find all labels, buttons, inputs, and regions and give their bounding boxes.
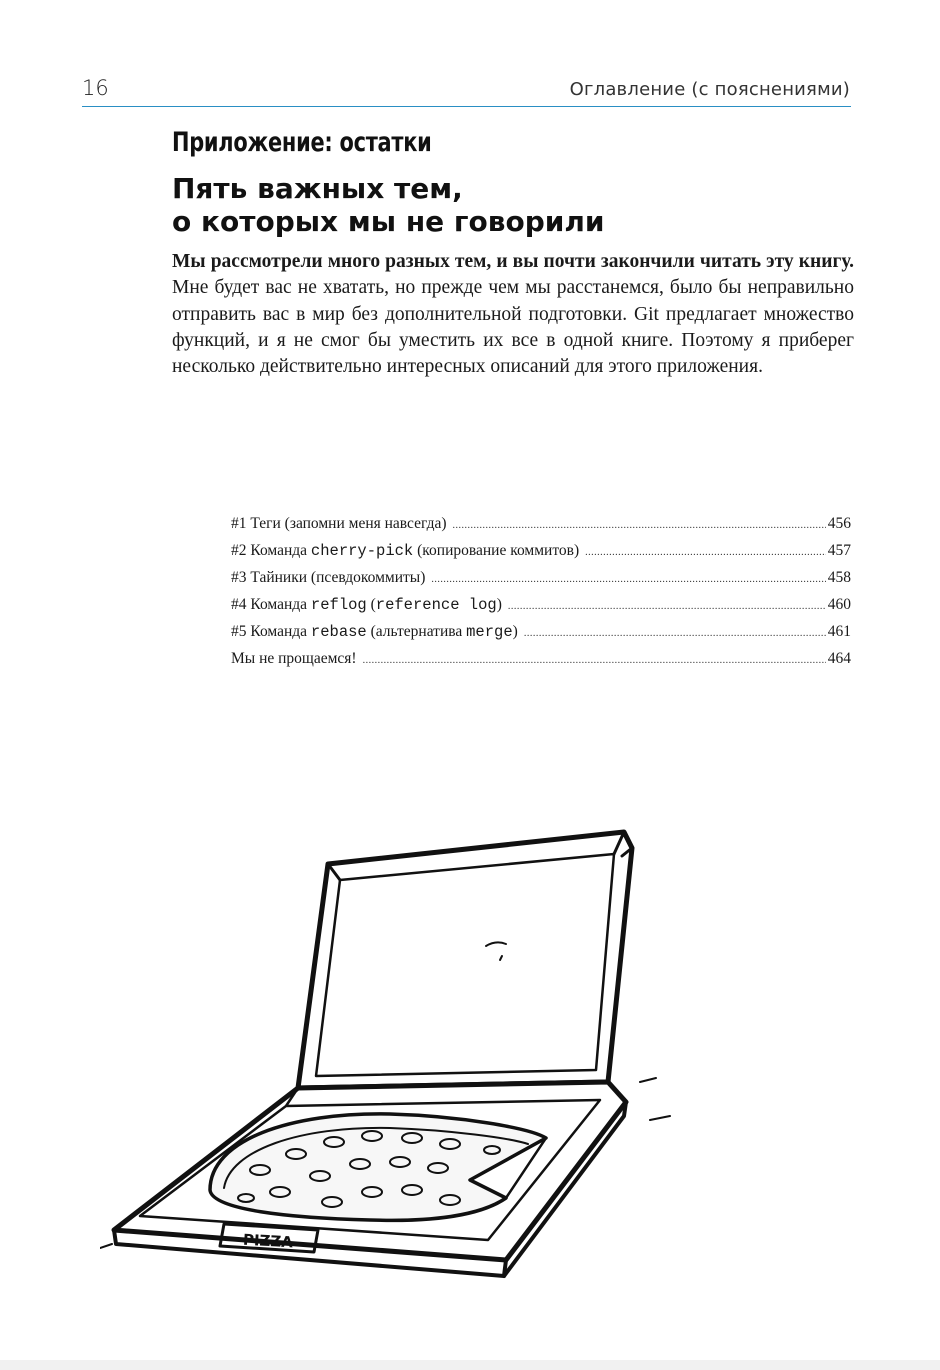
- pizza-box-illustration: [100, 820, 680, 1280]
- toc-entry-title: [231, 510, 447, 537]
- toc-entry-text: ): [512, 623, 518, 640]
- toc-entry-title: [231, 618, 518, 646]
- pizza-box-lid-outline: [298, 832, 632, 1088]
- toc-entry-page: 458: [827, 569, 851, 586]
- toc-entry-text: #1 Теги (запомни меня навсегда): [231, 515, 447, 532]
- toc-entry-text: Мы не прощаемся!: [231, 650, 357, 667]
- pizza-box-label: PIZZA: [242, 1230, 294, 1252]
- toc-leader-dots: [524, 620, 826, 647]
- page-bottom-band: [0, 1360, 940, 1370]
- intro-paragraph: [172, 249, 854, 380]
- toc-entry-text: (альтернатива: [366, 623, 467, 640]
- toc-entry-text: (копирование коммитов): [413, 542, 580, 559]
- toc-entry[interactable]: [231, 618, 851, 645]
- toc-entry[interactable]: [231, 645, 851, 672]
- toc-entry-text: #4 Команда: [231, 596, 311, 613]
- toc-entry-title: [231, 537, 579, 565]
- chapter-title-line-1: Пять важных тем,: [172, 172, 463, 205]
- toc-entry-page: 461: [827, 623, 851, 640]
- toc-entry-title: [231, 564, 425, 591]
- toc-leader-dots: [431, 566, 825, 593]
- intro-body: Мне будет вас не хватать, но прежде чем мы расстанемся, было бы неправильно отправить вас в мир без дополнительной подготовки. Git предлагает множество функций, и я не смог бы уместить их все в одной книге. Поэтому я приберег несколько действительно интересных описаний для этого приложения.: [172, 277, 854, 378]
- toc-entry[interactable]: [231, 591, 851, 618]
- chapter-title-line-2: о которых мы не говорили: [172, 205, 605, 238]
- toc-entry-text: #3 Тайники (псевдокоммиты): [231, 569, 426, 586]
- toc-entry-text: #5 Команда: [231, 623, 311, 640]
- toc-entry-code: reference log: [375, 596, 497, 614]
- toc-entry-page: 456: [827, 515, 851, 532]
- toc-entry-page: 460: [827, 596, 851, 613]
- running-head: Оглавление (с пояснениями): [569, 79, 850, 100]
- toc-leader-dots: [508, 593, 826, 620]
- toc-entry[interactable]: [231, 510, 851, 537]
- toc-leader-dots: [453, 512, 826, 539]
- toc-entry-text: #2 Команда: [231, 542, 311, 559]
- chapter-title: [172, 172, 852, 238]
- toc-entry-text: (: [366, 596, 376, 613]
- intro-bold-lead: Мы рассмотрели много разных тем, и вы почти закончили читать эту книгу.: [172, 251, 854, 272]
- toc-entry[interactable]: [231, 564, 851, 591]
- toc-entry[interactable]: [231, 537, 851, 564]
- toc-entry-title: [231, 591, 502, 619]
- toc-leader-dots: [363, 647, 826, 674]
- chapter-kicker: Приложение: остатки: [172, 127, 432, 158]
- toc-entry-page: 464: [827, 650, 851, 667]
- toc-entry-page: 457: [827, 542, 851, 559]
- toc-entry-text: ): [496, 596, 502, 613]
- header-rule: [82, 106, 851, 107]
- toc-entry-title: [231, 645, 357, 672]
- toc-leader-dots: [585, 539, 826, 566]
- toc-entry-code: merge: [466, 623, 513, 641]
- toc-entry-code: cherry-pick: [310, 542, 414, 560]
- page-number: 16: [82, 76, 109, 100]
- toc-entry-code: reflog: [310, 596, 367, 614]
- toc-entry-code: rebase: [310, 623, 367, 641]
- table-of-contents: [231, 510, 851, 672]
